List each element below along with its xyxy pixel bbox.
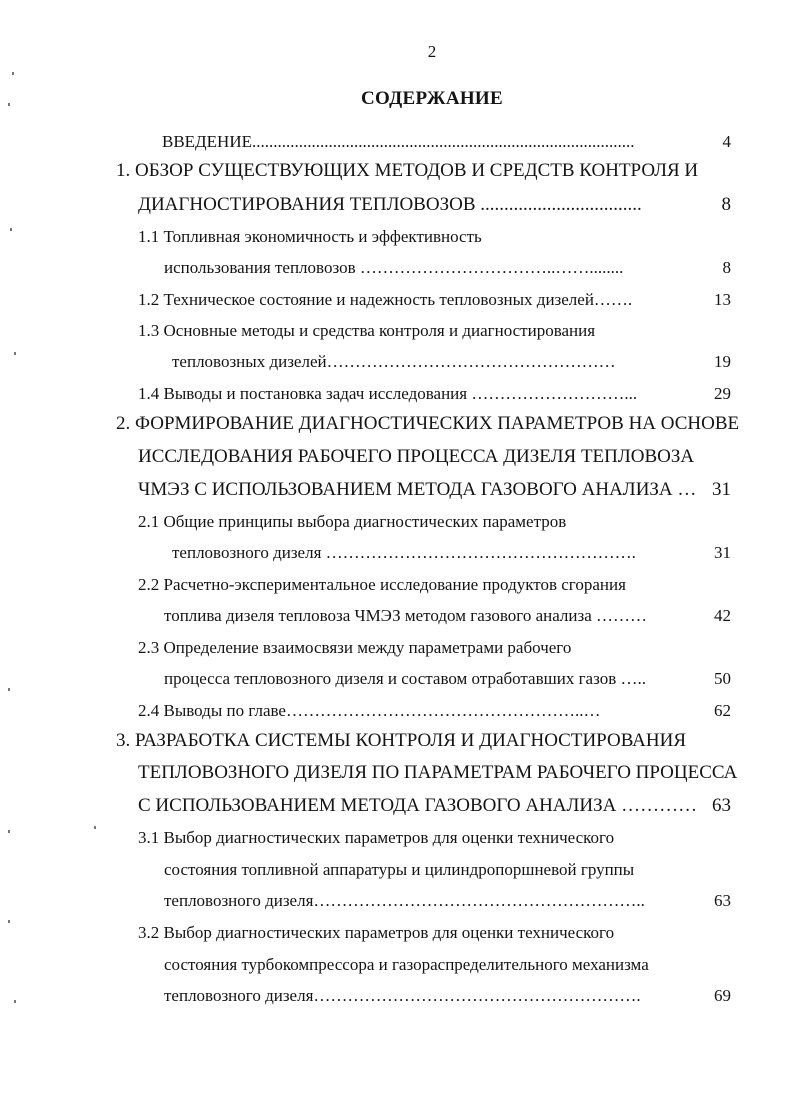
scan-mark [8,920,10,923]
scan-mark [94,826,96,829]
toc-2-3-line1: 2.3 Определение взаимосвязи между параметрами рабочего [138,638,572,657]
scan-mark [8,830,10,833]
toc-3-2-page: 69 [714,986,731,1005]
toc-1-2-page: 13 [714,290,731,309]
toc-ch1-page: 8 [721,194,731,215]
toc-1-3-line2: тепловозных дизелей…………………………………………… [172,352,616,371]
toc-ch3-line3: С ИСПОЛЬЗОВАНИЕМ МЕТОДА ГАЗОВОГО АНАЛИЗА ………… [138,795,698,816]
toc-1-1-line1: 1.1 Топливная экономичность и эффективность [138,227,482,246]
scan-mark [10,228,12,231]
toc-3-1-line2: состояния топливной аппаратуры и цилиндропоршневой группы [164,860,635,879]
toc-2-3-page: 50 [714,669,731,688]
page-title: СОДЕРЖАНИЕ [361,88,503,109]
toc-ch1-line1: 1. ОБЗОР СУЩЕСТВУЮЩИХ МЕТОДОВ И СРЕДСТВ КОНТРОЛЯ И [116,160,699,181]
toc-2-1-line1: 2.1 Общие принципы выбора диагностических параметров [138,512,567,531]
toc-ch3-line2: ТЕПЛОВОЗНОГО ДИЗЕЛЯ ПО ПАРАМЕТРАМ РАБОЧЕГО ПРОЦЕССА [138,762,738,783]
toc-1-1-line2: использования тепловозов ……………………………..……........ [164,258,624,277]
toc-ch2-page: 31 [712,479,731,500]
toc-3-2-line3: тепловозного дизеля…………………………………………………. [164,986,641,1005]
toc-1-3-page: 19 [714,352,731,371]
toc-1-4-line1: 1.4 Выводы и постановка задач исследования ………………………... [138,384,638,403]
toc-2-1-page: 31 [714,543,731,562]
toc-ch2-line3: ЧМЭЗ С ИСПОЛЬЗОВАНИЕМ МЕТОДА ГАЗОВОГО АНАЛИЗА … [138,479,697,500]
toc-intro-page: 4 [722,132,731,151]
toc-3-2-line1: 3.2 Выбор диагностических параметров для оценки технического [138,923,615,942]
toc-3-2-line2: состояния турбокомпрессора и газораспределительного механизма [164,955,649,974]
toc-ch1-line2: ДИАГНОСТИРОВАНИЯ ТЕПЛОВОЗОВ .................................. [138,194,642,215]
toc-intro: ВВЕДЕНИЕ.......................................................................................... [162,132,635,151]
toc-2-4-page: 62 [714,701,731,720]
scan-mark [8,103,10,106]
scan-mark [8,688,10,691]
toc-2-2-line2: топлива дизеля тепловоза ЧМЭЗ методом газового анализа ……… [164,606,648,625]
toc-2-2-page: 42 [714,606,731,625]
toc-3-1-page: 63 [714,891,731,910]
toc-1-4-page: 29 [714,384,731,403]
toc-ch2-line2: ИССЛЕДОВАНИЯ РАБОЧЕГО ПРОЦЕССА ДИЗЕЛЯ ТЕПЛОВОЗА [138,446,695,467]
toc-1-3-line1: 1.3 Основные методы и средства контроля и диагностирования [138,321,596,340]
toc-ch2-line1: 2. ФОРМИРОВАНИЕ ДИАГНОСТИЧЕСКИХ ПАРАМЕТРОВ НА ОСНОВЕ [116,413,740,434]
toc-2-3-line2: процесса тепловозного дизеля и составом отработавших газов ….. [164,669,646,688]
toc-3-1-line3: тепловозного дизеля………………………………………………….. [164,891,645,910]
toc-1-2-line1: 1.2 Техническое состояние и надежность тепловозных дизелей……. [138,290,633,309]
page-number: 2 [427,42,437,61]
toc-ch3-line1: 3. РАЗРАБОТКА СИСТЕМЫ КОНТРОЛЯ И ДИАГНОСТИРОВАНИЯ [116,730,686,751]
toc-1-1-page: 8 [722,258,731,277]
toc-3-1-line1: 3.1 Выбор диагностических параметров для оценки технического [138,828,615,847]
scan-mark [14,1000,16,1003]
scan-mark [12,72,14,75]
toc-2-1-line2: тепловозного дизеля ………………………………………………. [172,543,636,562]
toc-ch3-page: 63 [712,795,731,816]
toc-2-2-line1: 2.2 Расчетно-экспериментальное исследование продуктов сгорания [138,575,626,594]
scan-mark [14,352,16,355]
toc-2-4-line1: 2.4 Выводы по главе……………………………………………..… [138,701,601,720]
